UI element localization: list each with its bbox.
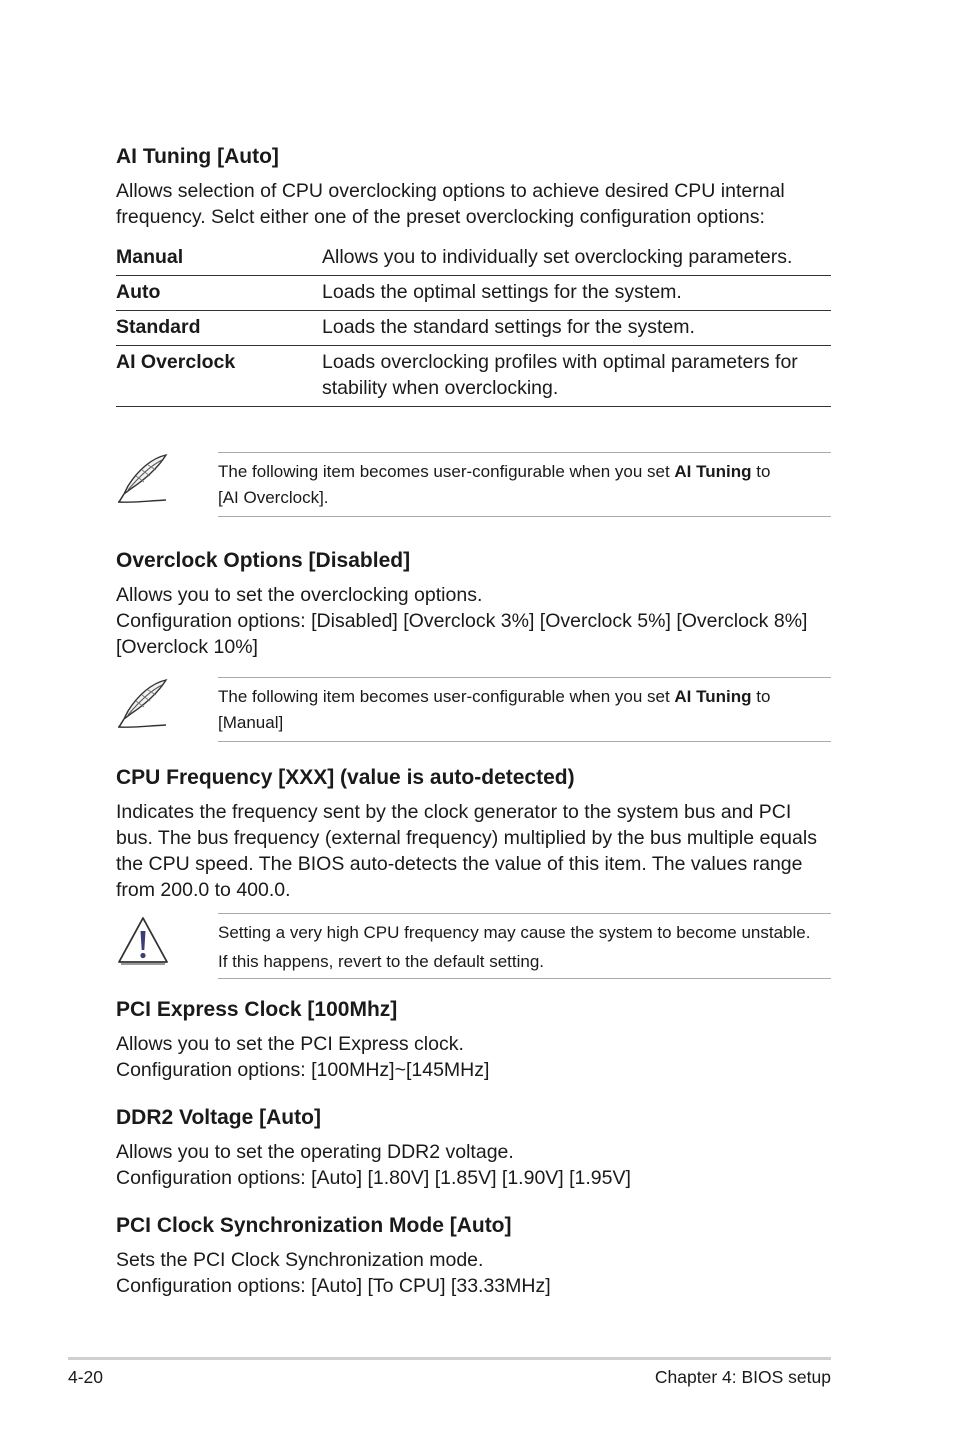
option-name: Auto [116,276,322,311]
warning-icon [116,915,170,969]
overclock-options-description: Allows you to set the overclocking options. Configuration options: [Disabled] [Overclock 3%] [Overclock 5%] [Overclock 8%] [Overclock 10%] [116,584,808,658]
footer-divider [68,1357,831,1360]
option-name: Standard [116,311,322,346]
pci-clock-sync-description: Sets the PCI Clock Synchronization mode. Configuration options: [Auto] [To CPU] [33.33MHz] [116,1249,551,1297]
ai-tuning-description: Allows selection of CPU overclocking options to achieve desired CPU internal frequency. Selct either one of the preset overclocking configuration options: [116,180,785,228]
pci-clock-sync-heading: PCI Clock Synchronization Mode [Auto] [116,1214,512,1237]
option-name: Manual [116,240,322,276]
table-row [116,311,831,346]
overclock-options-heading: Overclock Options [Disabled] [116,549,411,572]
pen-note-icon [116,452,170,506]
option-name: AI Overclock [116,346,322,407]
note-text: The following item becomes user-configurable when you set AI Tuning to [AI Overclock]. [218,452,831,517]
cpu-frequency-heading: CPU Frequency [XXX] (value is auto-detected) [116,766,575,789]
note-text: The following item becomes user-configurable when you set AI Tuning to [Manual] [218,677,831,742]
pci-express-clock-description: Allows you to set the PCI Express clock. Configuration options: [100MHz]~[145MHz] [116,1033,490,1081]
cpu-frequency-description: Indicates the frequency sent by the clock generator to the system bus and PCI bus. The bus frequency (external frequency) multiplied by the bus multiple equals the CPU speed. The BIOS auto-detects the value of this item. The values range from 200.0 to 400.0. [116,801,817,901]
option-description: Loads the standard settings for the system. [322,311,831,346]
pen-note-icon [116,677,170,731]
ai-tuning-options-table [116,240,831,407]
ai-tuning-heading: AI Tuning [Auto] [116,145,279,168]
ddr2-voltage-heading: DDR2 Voltage [Auto] [116,1106,321,1129]
ddr2-voltage-description: Allows you to set the operating DDR2 voltage. Configuration options: [Auto] [1.80V] [1.85V] [1.90V] [1.95V] [116,1141,631,1189]
warning-text: Setting a very high CPU frequency may cause the system to become unstable. If this happens, revert to the default setting. [218,913,831,979]
pci-express-clock-heading: PCI Express Clock [100Mhz] [116,998,398,1021]
option-description: Allows you to individually set overclocking parameters. [322,240,831,276]
page-number: 4-20 [68,1367,104,1387]
option-description: Loads the optimal settings for the system. [322,276,831,311]
chapter-title: Chapter 4: BIOS setup [654,1367,831,1387]
option-description: Loads overclocking profiles with optimal parameters for stability when overclocking. [322,346,831,407]
table-row [116,276,831,311]
table-row [116,240,831,276]
table-row [116,346,831,407]
